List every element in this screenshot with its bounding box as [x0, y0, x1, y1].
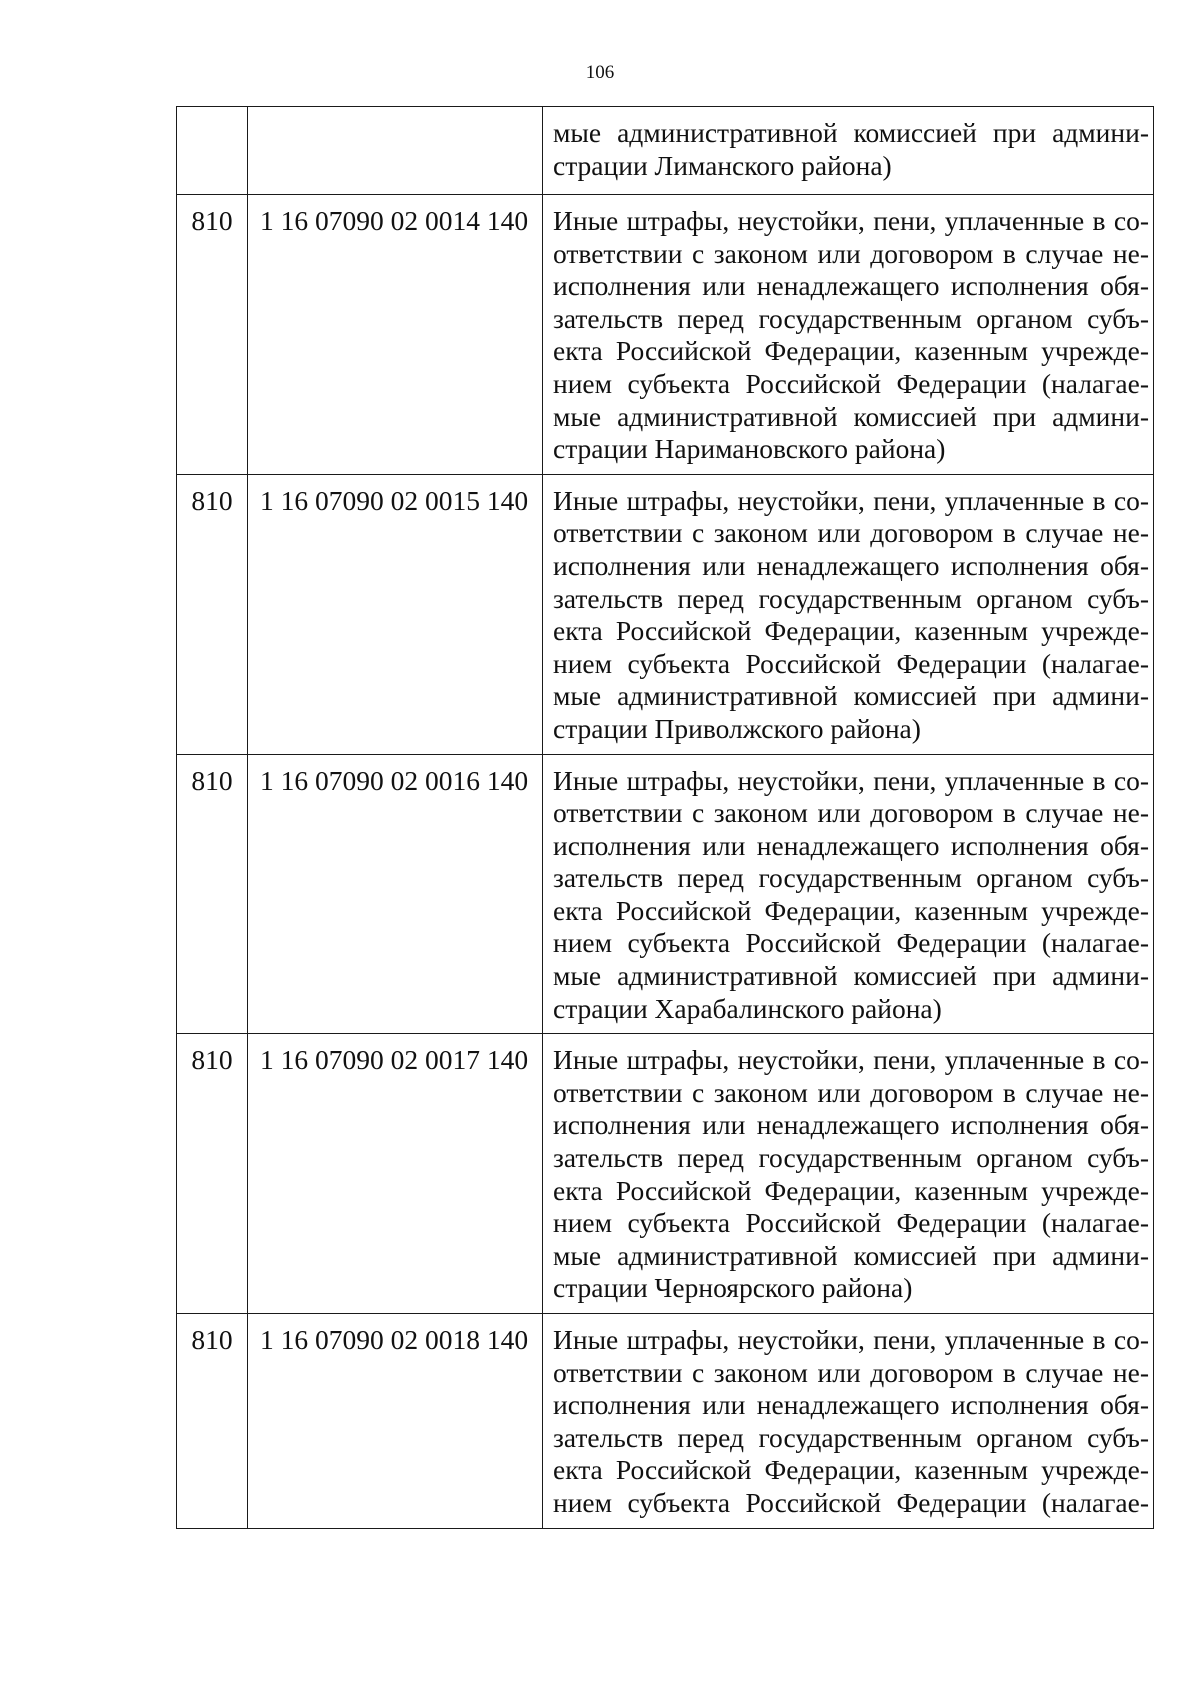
page-number: 106 — [585, 62, 615, 83]
description-cell — [543, 474, 1154, 754]
description-line: зательств перед государственным органом субъ- — [553, 582, 1149, 614]
description-line: страции Лиманского района) — [553, 149, 892, 181]
budget-code-cell: 1 16 07090 02 0018 140 — [248, 1314, 543, 1529]
description-line: исполнения или ненадлежащего исполнения обя- — [553, 829, 1149, 861]
description-line: екта Российской Федерации, казенным учрежде- — [553, 335, 1149, 367]
description-cell — [543, 107, 1154, 195]
description-line: Иные штрафы, неустойки, пени, уплаченные в со- — [553, 484, 1149, 516]
description-line: ответствии с законом или договором в случае не- — [553, 1076, 1149, 1108]
admin-code-cell — [177, 107, 248, 195]
table-row — [177, 474, 1154, 754]
description-line: мые административной комиссией при админи- — [553, 960, 1149, 992]
budget-codes-table — [176, 106, 1154, 1529]
description-line: ответствии с законом или договором в случае не- — [553, 797, 1149, 829]
description-line: Иные штрафы, неустойки, пени, уплаченные в со- — [553, 205, 1149, 236]
table-row — [177, 107, 1154, 195]
description-line: мые административной комиссией при админи- — [553, 680, 1149, 712]
budget-code-cell: 1 16 07090 02 0016 140 — [248, 754, 543, 1034]
description-line: Иные штрафы, неустойки, пени, уплаченные в со- — [553, 1324, 1149, 1355]
description-line: нием субъекта Российской Федерации (налагае- — [553, 1207, 1149, 1239]
description-cell — [543, 754, 1154, 1034]
description-line: исполнения или ненадлежащего исполнения обя- — [553, 1389, 1149, 1421]
description-line: нием субъекта Российской Федерации (налагае- — [553, 367, 1149, 399]
description-line: исполнения или ненадлежащего исполнения обя- — [553, 1109, 1149, 1141]
budget-code-cell: 1 16 07090 02 0015 140 — [248, 474, 543, 754]
description-line: страции Черноярского района) — [553, 1272, 913, 1304]
description-line: екта Российской Федерации, казенным учрежде- — [553, 1454, 1149, 1486]
description-line: нием субъекта Российской Федерации (налагае- — [553, 1486, 1149, 1518]
budget-code-cell: 1 16 07090 02 0017 140 — [248, 1034, 543, 1314]
table-row — [177, 1034, 1154, 1314]
table-row — [177, 195, 1154, 475]
description-line: зательств перед государственным органом субъ- — [553, 1142, 1149, 1174]
table-body — [177, 107, 1154, 1529]
admin-code-cell: 810 — [177, 474, 248, 754]
description-line: зательств перед государственным органом субъ- — [553, 862, 1149, 894]
description-line: ответствии с законом или договором в случае не- — [553, 517, 1149, 549]
description-line: страции Приволжского района) — [553, 712, 921, 744]
admin-code-cell: 810 — [177, 754, 248, 1034]
description-line: ответствии с законом или договором в случае не- — [553, 1356, 1149, 1388]
description-cell — [543, 195, 1154, 475]
description-line: страции Харабалинского района) — [553, 992, 942, 1024]
description-line: страции Наримановского района) — [553, 433, 946, 465]
admin-code-cell: 810 — [177, 195, 248, 475]
budget-code-cell: 1 16 07090 02 0014 140 — [248, 195, 543, 475]
description-line: зательств перед государственным органом субъ- — [553, 1421, 1149, 1453]
description-line: исполнения или ненадлежащего исполнения обя- — [553, 270, 1149, 302]
admin-code-cell: 810 — [177, 1034, 248, 1314]
description-line: екта Российской Федерации, казенным учрежде- — [553, 1174, 1149, 1206]
description-cell — [543, 1034, 1154, 1314]
description-line: мые административной комиссией при админи- — [553, 1239, 1149, 1271]
description-line: екта Российской Федерации, казенным учрежде- — [553, 894, 1149, 926]
description-line: зательств перед государственным органом субъ- — [553, 302, 1149, 334]
table-row — [177, 754, 1154, 1034]
description-line: нием субъекта Российской Федерации (налагае- — [553, 927, 1149, 959]
description-line: исполнения или ненадлежащего исполнения обя- — [553, 549, 1149, 581]
description-cell — [543, 1314, 1154, 1529]
budget-code-cell — [248, 107, 543, 195]
description-line: мые административной комиссией при админи- — [553, 117, 1149, 148]
description-line: ответствии с законом или договором в случае не- — [553, 237, 1149, 269]
description-line: мые административной комиссией при админи- — [553, 400, 1149, 432]
description-line: Иные штрафы, неустойки, пени, уплаченные в со- — [553, 764, 1149, 796]
admin-code-cell: 810 — [177, 1314, 248, 1529]
description-line: нием субъекта Российской Федерации (налагае- — [553, 647, 1149, 679]
table-row — [177, 1314, 1154, 1529]
description-line: Иные штрафы, неустойки, пени, уплаченные в со- — [553, 1044, 1149, 1076]
description-line: екта Российской Федерации, казенным учрежде- — [553, 615, 1149, 647]
